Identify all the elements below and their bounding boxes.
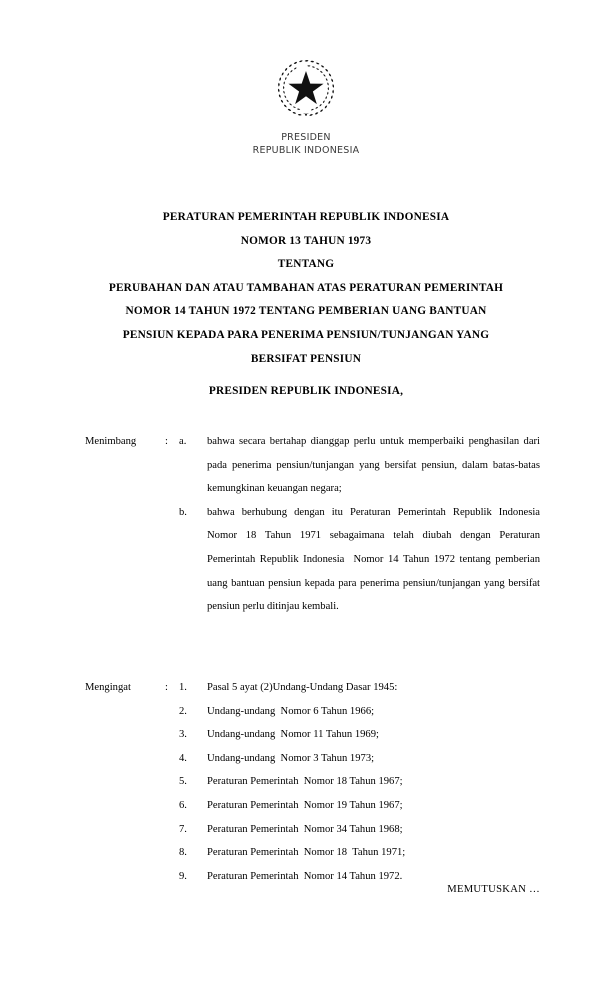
mengingat-text-3: Undang-undang Nomor 11 Tahun 1969; [207,729,379,741]
mengingat-label: Mengingat [85,682,131,693]
mengingat-marker-8: 8. [179,847,187,859]
mengingat-item-1 [85,676,540,700]
title-line-5: NOMOR 14 TAHUN 1972 TENTANG PEMBERIAN UANG BANTUAN [125,305,487,318]
title-line-6: PENSIUN KEPADA PARA PENERIMA PENSIUN/TUNJANGAN YANG [122,328,490,341]
mengingat-marker-2: 2. [179,705,187,717]
title-line-1: PERATURAN PEMERINTAH REPUBLIK INDONESIA [162,211,450,223]
mengingat-text-9: Peraturan Pemerintah Nomor 14 Tahun 1972. [207,870,403,882]
title-line-2: NOMOR 13 TAHUN 1973 [240,234,372,247]
mengingat-marker-4: 4. [179,752,187,764]
mengingat-marker-5: 5. [179,776,187,788]
menimbang-text-a: bahwa secara bertahap dianggap perlu untuk memperbaiki penghasilan dari pada penerima pensiun/tunjangan yang bersifat pensiun, dalam batas-batas kemungkinan keuangan negara; [207,436,543,495]
letterhead-caption [0,132,612,157]
mengingat-text-7: Peraturan Pemerintah Nomor 34 Tahun 1968; [207,823,403,835]
menimbang-item-a [85,430,543,501]
indonesia-presidential-seal-icon [275,56,337,124]
letterhead-caption-line-1: PRESIDEN [281,132,331,143]
letterhead [0,56,612,157]
mengingat-colon: : [165,682,168,693]
title-line-3: TENTANG [277,258,335,271]
mengingat-text-2: Undang-undang Nomor 6 Tahun 1966; [207,705,375,717]
mengingat-text-4: Undang-undang Nomor 3 Tahun 1973; [207,752,375,764]
letterhead-caption-line-2: REPUBLIK INDONESIA [252,144,360,156]
menimbang-item-b [85,501,546,619]
mengingat-marker-7: 7. [179,823,187,835]
mengingat-text-8: Peraturan Pemerintah Nomor 18 Tahun 1971; [207,847,406,859]
title-line-4: PERUBAHAN DAN ATAU TAMBAHAN ATAS PERATURAN PEMERINTAH [108,281,504,294]
menimbang-label: Menimbang [85,436,137,447]
mengingat-item-8 [85,841,540,865]
menimbang-section [85,430,546,619]
mengingat-marker-9: 9. [179,870,187,882]
menimbang-text-b: bahwa berhubung dengan itu Peraturan Pemerintah Republik Indonesia Nomor 18 Tahun 1971 sebagaimana telah diubah dengan Peraturan Pemerintah Republik Indonesia Nomor 14 Tahun 1972 tentang pemberian uang bantuan pensiun kepada para penerima pensiun/tunjangan yang bersifat pensiun perlu ditinjau kembali. [207,506,546,613]
mengingat-item-5 [85,770,540,794]
mengingat-text-5: Peraturan Pemerintah Nomor 18 Tahun 1967; [207,776,403,788]
menimbang-marker-b: b. [179,506,187,518]
mengingat-section [85,676,540,888]
mengingat-item-6 [85,794,540,818]
continuation-note: MEMUTUSKAN … [447,884,540,895]
mengingat-marker-1: 1. [179,682,187,693]
section-heading-president: PRESIDEN REPUBLIK INDONESIA, [208,385,404,397]
mengingat-item-7 [85,818,540,842]
mengingat-marker-6: 6. [179,799,187,811]
mengingat-item-3 [85,723,540,747]
mengingat-item-2 [85,700,540,724]
mengingat-item-4 [85,747,540,771]
document-title [36,206,576,371]
mengingat-text-6: Peraturan Pemerintah Nomor 19 Tahun 1967; [207,799,403,811]
menimbang-marker-a: a. [179,436,187,447]
menimbang-colon: : [165,436,168,447]
mengingat-text-1: Pasal 5 ayat (2)Undang-Undang Dasar 1945: [207,682,398,693]
mengingat-marker-3: 3. [179,729,187,741]
title-line-7: BERSIFAT PENSIUN [250,352,362,365]
